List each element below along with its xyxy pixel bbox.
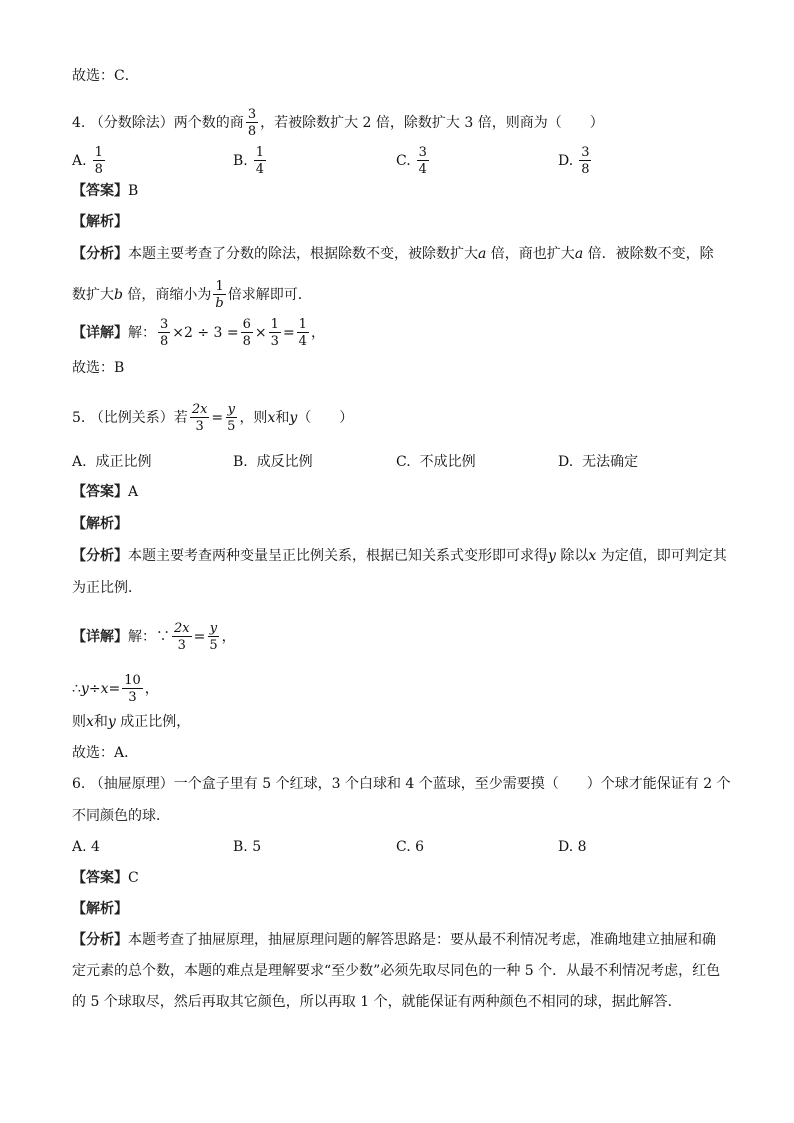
fenxi-text: 本题主要考查了分数的除法，根据除数不变，被除数扩大 [128, 246, 478, 262]
q5-fenxi-line2: 为正比例． [72, 580, 142, 596]
detail-text: = [282, 325, 295, 341]
q4-analysis-heading [72, 212, 128, 232]
q6-analysis-heading [72, 899, 128, 919]
option-fraction [93, 146, 105, 176]
var-x: x [86, 714, 94, 730]
var-a: a [478, 246, 487, 262]
answer-tag: 【答案】 [72, 183, 128, 199]
detail-text: ， [144, 681, 159, 697]
q5-option-c [396, 452, 476, 472]
q4-stem-post: ，若被除数扩大 2 倍，除数扩大 3 倍，则商为（ ） [260, 115, 604, 131]
frac-den: 3 [195, 419, 204, 434]
fraction [241, 318, 253, 348]
option-fraction [254, 146, 266, 176]
frac-den: 3 [177, 638, 186, 653]
frac-num: 2x [191, 402, 208, 417]
frac-num: 3 [418, 145, 427, 160]
frac-num: 1 [270, 317, 279, 332]
fenxi-tag: 【分析】 [72, 548, 128, 564]
frac-num: 2x [174, 621, 190, 636]
option-label: B. [233, 454, 248, 470]
option-label: C. [396, 454, 411, 470]
q4-fenxi-line2 [72, 280, 312, 310]
frac-den: 4 [418, 162, 427, 177]
frac-den: 8 [247, 124, 257, 139]
frac-num: 1 [94, 145, 103, 160]
frac-num: 10 [124, 673, 141, 688]
frac-den: 8 [581, 162, 590, 177]
frac-num: 1 [255, 145, 265, 160]
var-x: x [100, 681, 109, 697]
then-text: 则 [72, 714, 86, 730]
option-label: D. [558, 153, 574, 169]
q4-stem-fraction [246, 108, 258, 138]
q6-stem-line2: 不同颜色的球． [72, 808, 170, 824]
q6-stem-line1: 6. （抽屉原理）一个盒子里有 5 个红球，3 个白球和 4 个蓝球，至少需要摸（ ）个球才能保证有 2 个 [72, 776, 731, 792]
option-text: 成正比例 [95, 454, 152, 470]
var-b: b [114, 287, 123, 303]
detail-tag: 【详解】 [72, 325, 128, 341]
q4-answer [72, 181, 138, 201]
q5-analysis-heading [72, 514, 128, 534]
option-text: 无法确定 [582, 454, 639, 470]
option-label: B. [233, 153, 248, 169]
then-text: 成正比例， [115, 714, 191, 730]
option-text: 不成比例 [419, 454, 476, 470]
fraction [158, 318, 170, 348]
q4-option-b [233, 146, 268, 176]
fenxi-text: 为定值，即可判定其 [596, 548, 727, 564]
var-y: y [289, 410, 298, 426]
frac-num: 1 [298, 317, 307, 332]
q4-option-a [72, 146, 107, 176]
frac-den: 8 [242, 334, 251, 349]
answer-value: C [128, 870, 139, 886]
answer-value: A [128, 484, 139, 500]
detail-text: × [254, 325, 267, 341]
frac-den: 3 [128, 690, 137, 705]
fraction [172, 622, 192, 652]
answer-tag: 【答案】 [72, 870, 128, 886]
equals: = [211, 410, 224, 426]
frac-num: 3 [581, 145, 590, 160]
then-text: 和 [93, 714, 108, 730]
therefore-symbol: ∴ [72, 681, 81, 697]
q6-answer [72, 868, 139, 888]
q6-fenxi [72, 925, 722, 1018]
equals: = [193, 629, 206, 645]
q4-stem-pre: 4. （分数除法）两个数的商 [72, 115, 244, 131]
answer-tag: 【答案】 [72, 484, 128, 500]
fraction [190, 403, 210, 433]
q5-fenxi-line1 [72, 546, 727, 566]
fenxi-text: 倍，商缩小为 [122, 287, 212, 303]
fenxi-tag: 【分析】 [72, 932, 128, 948]
q5-then [72, 712, 190, 732]
analysis-tag: 【解析】 [72, 214, 128, 230]
frac-den: 8 [160, 334, 169, 349]
fenxi-tag: 【分析】 [72, 246, 128, 262]
fenxi-text: 除以 [555, 548, 589, 564]
option-label: A. [72, 153, 87, 169]
q5-choose: 故选：A． [72, 745, 139, 761]
fenxi-text: 倍．被除数不变，除 [583, 246, 714, 262]
q5-option-b [233, 452, 313, 472]
q5-stem [72, 403, 353, 433]
divide-sign: ÷ [88, 681, 101, 697]
q4-option-c [396, 146, 431, 176]
option-label: C. [396, 153, 411, 169]
equals: = [108, 681, 121, 697]
fenxi-text: 本题主要考查两种变量呈正比例关系，根据已知关系式变形即可求得 [128, 548, 548, 564]
frac-num: y [227, 402, 235, 417]
var-y: y [107, 714, 116, 730]
stem-text: （ ） [297, 410, 354, 426]
q5-detail [72, 622, 236, 652]
var-x: x [588, 548, 597, 564]
fraction-1-over-b [213, 280, 225, 310]
q6-option-b: B. 5 [233, 839, 262, 855]
q4-stem [72, 108, 604, 138]
fraction [122, 674, 143, 704]
fraction [269, 318, 281, 348]
q4-choose: 故选：B [72, 360, 125, 376]
stem-text: ，则 [239, 410, 268, 426]
frac-den: 5 [227, 419, 236, 434]
q5-option-a [72, 452, 151, 472]
analysis-tag: 【解析】 [72, 516, 128, 532]
q5-option-d [558, 452, 638, 472]
frac-den: 4 [255, 162, 265, 177]
q6-option-a: A. 4 [72, 839, 100, 855]
detail-text: 解：∵ [128, 629, 170, 645]
option-fraction [417, 146, 429, 176]
detail-text: ， [310, 325, 325, 341]
q5-answer [72, 482, 138, 502]
frac-den: b [215, 296, 224, 311]
stem-text: 和 [275, 410, 290, 426]
q4-fenxi-line1 [72, 244, 714, 264]
detail-text: 解： [128, 325, 156, 341]
var-a: a [574, 246, 584, 262]
fenxi-text: 本题考查了抽屉原理，抽屉原理问题的解答思路是：要从最不利情况考虑，准确地建立抽屉和确定元素的总个数，本题的难点是理解要求“至少数”必须先取尽同色的一种 5 个．从最不利情况考虑，红色的 5 个球取尽，然后再取其它颜色，所以再取 1 个，就能保证有两种颜色不相同的球，据此解答． [72, 932, 721, 1010]
frac-den: 8 [94, 162, 103, 177]
q5-therefore [72, 674, 159, 704]
fraction [225, 403, 237, 433]
var-y: y [548, 548, 556, 564]
frac-num: 1 [215, 279, 224, 294]
detail-text: ×2 ÷ 3 = [172, 325, 239, 341]
fenxi-text: 数扩大 [72, 287, 114, 303]
detail-text: ， [221, 629, 236, 645]
analysis-tag: 【解析】 [72, 901, 128, 917]
q5-stem-pre: 5. （比例关系）若 [72, 410, 188, 426]
fenxi-text: 倍，商也扩大 [486, 246, 575, 262]
frac-num: 6 [242, 317, 251, 332]
q4-detail [72, 318, 325, 348]
q6-option-d: D. 8 [558, 839, 587, 855]
option-fraction [579, 146, 591, 176]
frac-den: 4 [298, 334, 307, 349]
fraction [207, 622, 219, 652]
option-label: A. [72, 454, 87, 470]
fraction [297, 318, 309, 348]
q6-option-c: C. 6 [396, 839, 425, 855]
frac-num: 3 [160, 317, 169, 332]
detail-tag: 【详解】 [72, 629, 128, 645]
answer-value: B [128, 183, 139, 199]
var-x: x [267, 410, 276, 426]
previous-answer-choice: 故选：C． [72, 68, 139, 84]
frac-num: 3 [247, 107, 257, 122]
var-y: y [80, 681, 89, 697]
frac-den: 3 [270, 334, 279, 349]
q4-option-d [558, 146, 593, 176]
frac-num: y [209, 621, 218, 636]
fenxi-text: 倍求解即可． [227, 287, 312, 303]
frac-den: 5 [209, 638, 218, 653]
option-text: 成反比例 [256, 454, 313, 470]
option-label: D. [558, 454, 574, 470]
